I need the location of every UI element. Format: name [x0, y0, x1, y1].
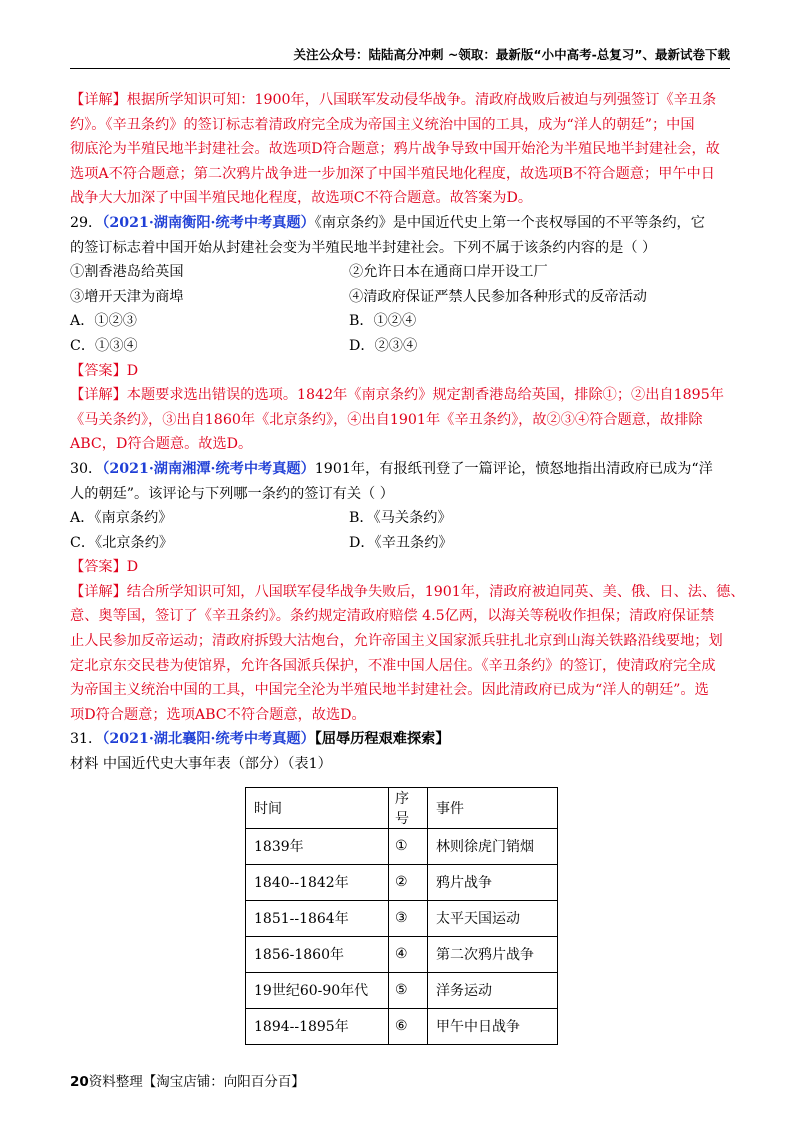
table-cell: ④ [389, 936, 428, 972]
table-row [246, 1008, 558, 1044]
option-c: C．①③④ [70, 337, 138, 354]
answer: 【答案】D [70, 559, 139, 576]
detail-line: 意、奥等国，签订了《辛丑条约》。条约规定清政府赔偿 4.5亿两，以海关等税收作担保；清政府保证禁 [70, 608, 715, 625]
option-d: D．《辛丑条约》 [349, 534, 453, 551]
table-cell: 林则徐虎门销烟 [428, 828, 558, 864]
question-31 [70, 727, 730, 1044]
statement-item: ①割香港岛给英国 [70, 264, 184, 281]
option-b: B．①②④ [349, 313, 417, 330]
question-number: 31． [70, 731, 103, 748]
question-source: （2021·湖南湘潭·统考中考真题） [102, 460, 315, 477]
option-b: B．《马关条约》 [349, 510, 452, 527]
detail-line: 本题要求选出错误的选项。1842年《南京条约》规定割香港岛给英国，排除①；②出自1895年 [126, 387, 724, 404]
detail-line: 结合所学知识可知，八国联军侵华战争失败后，1901年，清政府被迫同英、美、俄、日、法、德、 [126, 583, 745, 600]
table-cell: 19世纪60-90年代 [246, 972, 389, 1008]
option-c: C．《北京条约》 [70, 534, 174, 551]
table-row [246, 972, 558, 1008]
table-cell: 1856-1860年 [246, 936, 389, 972]
table-cell: 太平天国运动 [428, 900, 558, 936]
detail-line: 止人民参加反帝运动；清政府拆毁大沽炮台，允许帝国主义国家派兵驻扎北京到山海关铁路沿线要地；划 [70, 633, 723, 650]
detail-label: 【详解】 [70, 387, 127, 404]
table-cell: 1894--1895年 [246, 1008, 389, 1044]
events-table [245, 787, 558, 1045]
table-row [246, 864, 558, 900]
statement-item: ②允许日本在通商口岸开设工厂 [349, 264, 548, 281]
material-caption: 材料 中国近代史大事年表（部分）（表1） [70, 756, 332, 773]
detail-line: 选项A不符合题意；第二次鸦片战争进一步加深了中国半殖民地化程度，故选项B不符合题意；甲午中日 [70, 165, 715, 182]
detail-line: 为帝国主义统治中国的工具，中国完全沦为半殖民地半封建社会。因此清政府已成为“洋人的朝廷”。选 [70, 682, 709, 699]
option-a: A．①②③ [70, 313, 137, 330]
table-cell: 1840--1842年 [246, 864, 389, 900]
table-header-row [246, 787, 558, 828]
detail-line: ABC，D符合题意。故选D。 [70, 436, 253, 453]
table-cell: ⑤ [389, 972, 428, 1008]
question-source: （2021·湖南衡阳·统考中考真题） [102, 214, 315, 231]
option-d: D．②③④ [349, 337, 418, 354]
question-stem: 《南京条约》是中国近代史上第一个丧权辱国的不平等条约，它 [314, 214, 705, 231]
question-title: 【屈辱历程艰难探索】 [314, 731, 450, 748]
question-29 [70, 211, 730, 457]
detail-line: 定北京东交民巷为使馆界，允许各国派兵保护，不准中国人居住。《辛丑条约》的签订，使清政府完全成 [70, 657, 716, 674]
page-number: 20 [70, 1074, 89, 1090]
detail-line: 彻底沦为半殖民地半封建社会。故选项D符合题意；鸦片战争导致中国开始沦为半殖民地半封建社会，故 [70, 141, 720, 158]
table-cell: 洋务运动 [428, 972, 558, 1008]
detail-line: 战争大大加深了中国半殖民地化程度，故选项C不符合题意。故答案为D。 [70, 190, 533, 207]
table-cell: 鸦片战争 [428, 864, 558, 900]
question-stem: 人的朝廷”。该评论与下列哪一条约的签订有关（ ） [70, 485, 394, 502]
detail-label: 【详解】 [70, 92, 127, 108]
answer: 【答案】D [70, 362, 139, 379]
table-cell: 第二次鸦片战争 [428, 936, 558, 972]
detail-line: 约》。《辛丑条约》的签订标志着清政府完全成为帝国主义统治中国的工具，成为“洋人的朝廷”；中国 [70, 116, 695, 133]
header-cell: 时间 [246, 787, 389, 828]
table-cell: 1839年 [246, 828, 389, 864]
question-number: 30． [70, 460, 103, 477]
option-a: A．《南京条约》 [70, 510, 173, 527]
table-row [246, 828, 558, 864]
detail-line: 《马关条约》，③出自1860年《北京条约》，④出自1901年《辛丑条约》，故②③④符合题意，故排除 [70, 411, 703, 428]
question-number: 29． [70, 214, 103, 231]
table-row [246, 936, 558, 972]
page-header [70, 46, 730, 69]
table-cell: ② [389, 864, 428, 900]
statement-item: ④清政府保证严禁人民参加各种形式的反帝活动 [349, 288, 647, 305]
header-text: 关注公众号：陆陆高分冲刺 ~领取：最新版“小中高考-总复习”、最新试卷下载 [293, 47, 730, 62]
question-stem: 1901年，有报纸刊登了一篇评论，愤怒地指出清政府已成为“洋 [314, 460, 713, 477]
table-cell: 甲午中日战争 [428, 1008, 558, 1044]
statement-item: ③增开天津为商埠 [70, 288, 184, 305]
q28-detail [70, 88, 730, 211]
footer-text: 资料整理【淘宝店铺：向阳百分百】 [88, 1074, 305, 1090]
header-cell: 序号 [389, 787, 428, 828]
detail-line: 根据所学知识可知：1900年，八国联军发动侵华战争。清政府战败后被迫与列强签订《辛丑条 [126, 92, 717, 108]
table-row [246, 900, 558, 936]
document-body [70, 88, 745, 1045]
table-cell: ⑥ [389, 1008, 428, 1044]
question-30 [70, 457, 745, 728]
header-cell: 事件 [428, 787, 558, 828]
detail-line: 项D符合题意；选项ABC不符合题意，故选D。 [70, 706, 366, 723]
table-cell: ① [389, 828, 428, 864]
table-cell: ③ [389, 900, 428, 936]
table-cell: 1851--1864年 [246, 900, 389, 936]
question-source: （2021·湖北襄阳·统考中考真题） [102, 731, 315, 748]
detail-label: 【详解】 [70, 583, 127, 600]
question-stem: 的签订标志着中国开始从封建社会变为半殖民地半封建社会。下列不属于该条约内容的是（ ） [70, 239, 657, 256]
page-footer [70, 1070, 305, 1090]
